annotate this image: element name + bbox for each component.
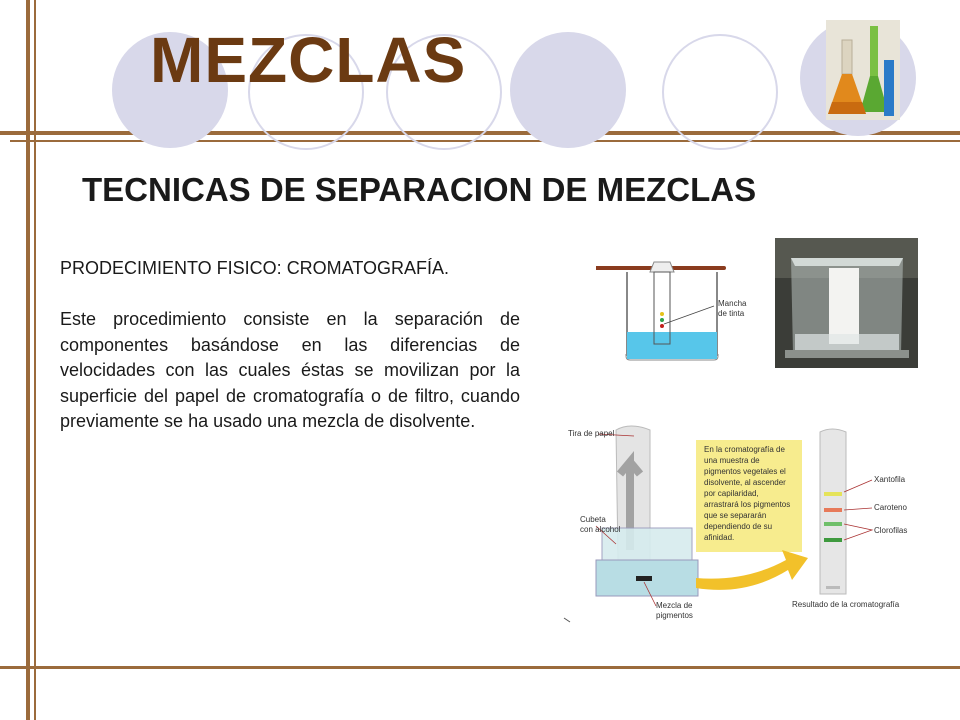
flask-icon (826, 20, 900, 120)
note-line: por capilaridad, (704, 489, 759, 498)
con-alcohol-label: con alcohol (580, 525, 621, 534)
pigmentos-label: pigmentos (656, 611, 693, 620)
caroteno-label: Caroteno (874, 503, 907, 512)
note-line: que se separarán (704, 511, 767, 520)
note-line: arrastrará los pigmentos (704, 500, 791, 509)
note-line: una muestra de (704, 456, 760, 465)
xantofila-label: Xantofila (874, 475, 906, 484)
mezcla-label: Mezcla de (656, 601, 693, 610)
procedure-heading: PRODECIMIENTO FISICO: CROMATOGRAFÍA. (60, 258, 450, 278)
decor-circle-5 (662, 34, 778, 150)
note-line: disolvente, al ascender (704, 478, 786, 487)
chromatography-illustration (556, 410, 916, 628)
beaker-diagram (596, 258, 766, 368)
left-vertical-rule-inner (34, 0, 36, 720)
page-title: MEZCLAS (150, 24, 467, 96)
mancha-label: Mancha (718, 299, 747, 308)
jar-icon (775, 238, 918, 368)
note-line: En la cromatografía de (704, 445, 785, 454)
de-tinta-label: de tinta (718, 309, 745, 318)
tira-label: Tira de papel (568, 429, 615, 438)
left-vertical-rule-outer (26, 0, 30, 720)
decor-circle-4 (510, 32, 626, 148)
note-line: dependiendo de su (704, 522, 773, 531)
bottom-horizontal-rule (0, 666, 960, 669)
clorofilas-label: Clorofilas (874, 526, 908, 535)
cubeta-label: Cubeta (580, 515, 606, 524)
note-line: pigmentos vegetales el (704, 467, 786, 476)
note-line: afinidad. (704, 533, 735, 542)
section-heading: TECNICAS DE SEPARACION DE MEZCLAS (82, 171, 757, 208)
body-paragraph: Este procedimiento consiste en la separación de componentes basándose en las diferencias de velocidades con las cuales éstas se movilizan por la superficie del papel de cromatografía o de filtro, cuando previamente se ha usado una mezcla de disolvente. (60, 309, 520, 431)
resultado-label: Resultado de la cromatografía (792, 600, 900, 609)
